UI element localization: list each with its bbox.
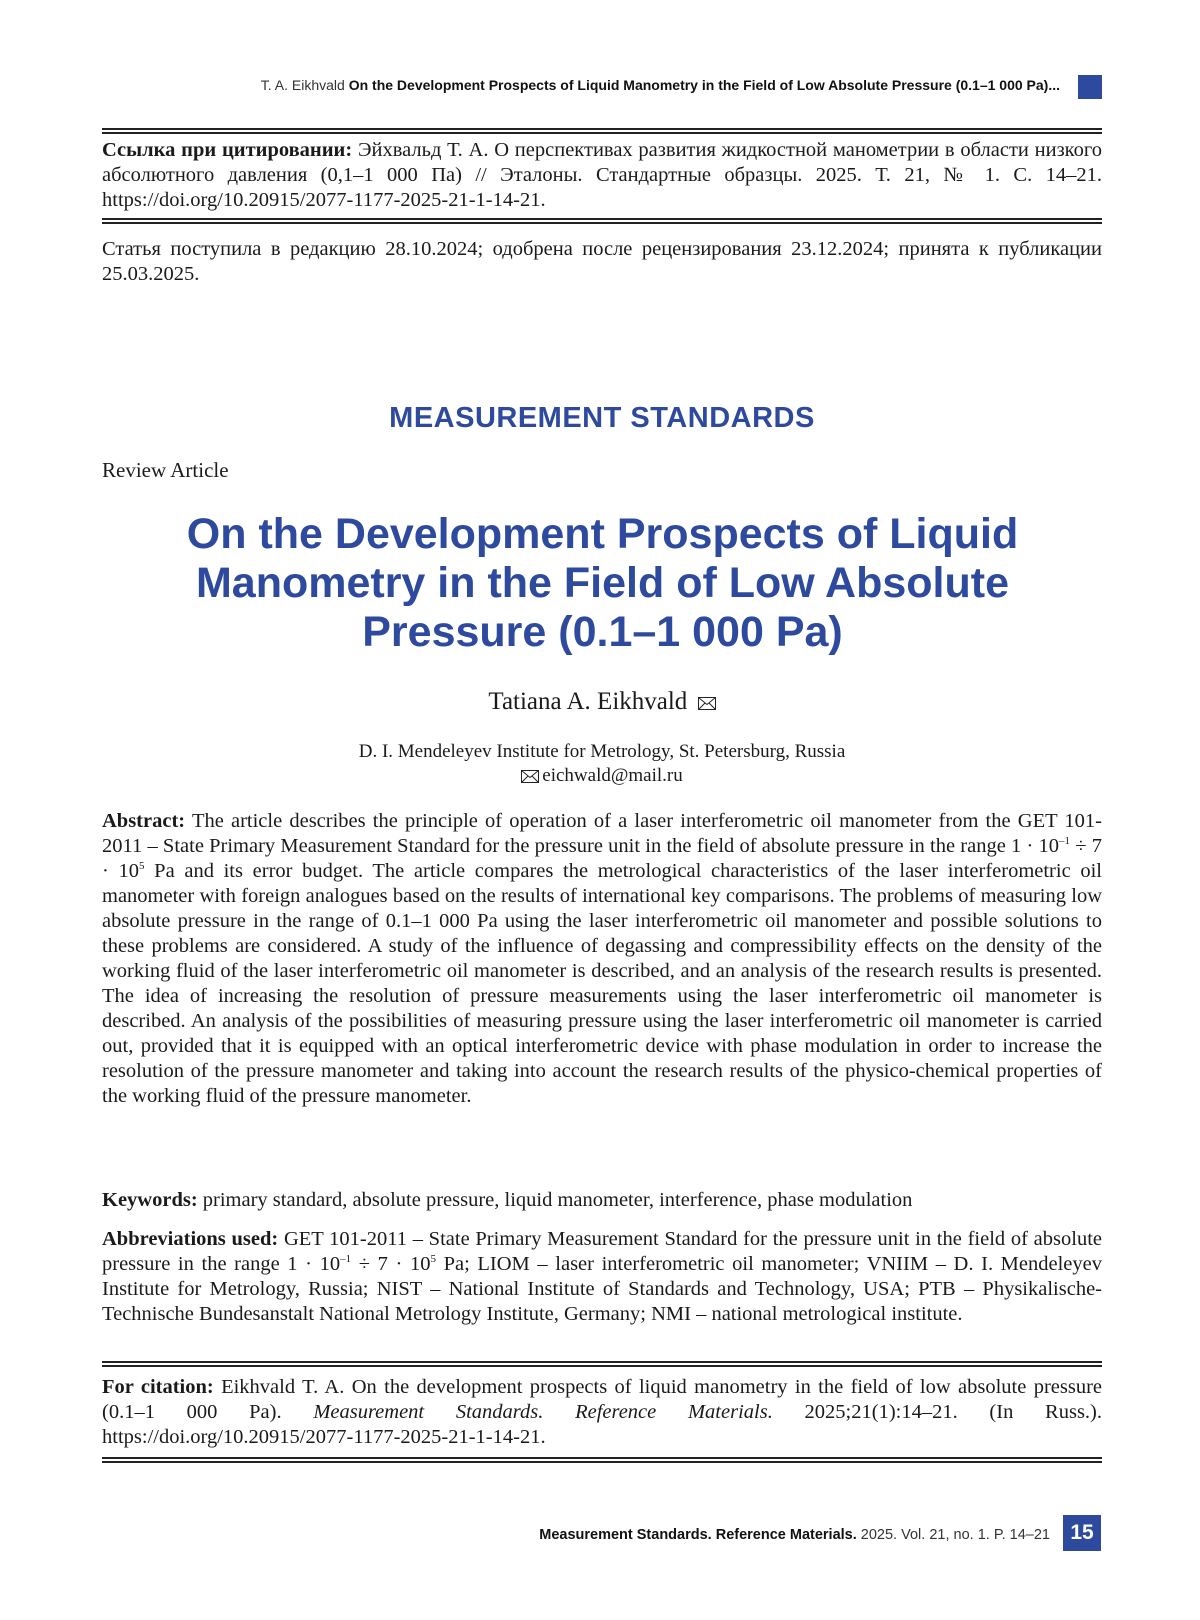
citation-en-label: For citation: bbox=[102, 1376, 214, 1398]
page-number: 15 bbox=[1063, 1515, 1101, 1551]
divider-bottom bbox=[102, 1457, 1102, 1463]
abstract-text: The article describes the principle of operation of a laser interferometric oil manometer from the GET 101-2011 – State Primary Measurement Standard for the pressure unit in the field of absolute pressure in the range 1 · 10 bbox=[102, 810, 1102, 857]
article-type: Review Article bbox=[102, 458, 229, 482]
abstract bbox=[102, 809, 1102, 1109]
abbreviations-text: GET 101-2011 – State Primary Measurement Standard for the pressure unit in the field of absolute pressure in the range 1 · 10 bbox=[102, 1228, 1102, 1275]
running-header bbox=[150, 77, 1060, 93]
abstract-text: ÷ 7 · 10 bbox=[102, 835, 1102, 882]
author-name: Tatiana A. Eikhvald bbox=[488, 688, 688, 715]
footer-journal: Measurement Standards. Reference Materials. bbox=[539, 1527, 857, 1543]
header-square-marker bbox=[1078, 75, 1102, 99]
divider-citation-en bbox=[102, 1361, 1102, 1367]
keywords-label: Keywords: bbox=[102, 1189, 198, 1211]
citation-en-journal: Measurement Standards. Reference Materials. bbox=[313, 1401, 773, 1423]
abstract-text: Pa and its error budget. The article compares the metrological characteristics of the laser interferometric oil manometer with foreign analogues based on the results of international key comparisons. The problems of measuring low absolute pressure in the range of 0.1–1 000 Pa using the laser interferometric oil manometer and possible solutions to these problems are considered. A study of the influence of degassing and compressibility effects on the density of the working fluid of the laser interferometric oil manometer is described, and an analysis of the research results is presented. The idea of increasing the resolution of pressure measurements using the laser interferometric oil manometer is described. An analysis of the possibilities of measuring pressure using the laser interferometric oil manometer is carried out, provided that it is equipped with an optical interferometric device with phase modulation in order to increase the resolution of the pressure manometer and taking into account the research results of the physico-chemical properties of the working fluid of the pressure manometer. bbox=[102, 860, 1102, 1107]
abbreviations-label: Abbreviations used: bbox=[102, 1228, 279, 1250]
abstract-exponent: –1 bbox=[1059, 835, 1071, 848]
citation-ru-label: Ссылка при цитировании: bbox=[102, 139, 353, 161]
citation-ru-text: Эйхвальд Т. А. О перспективах развития жидкостной манометрии в области низкого абсолютного давления (0,1–1 000 Па) // Эталоны. Стандартные образцы. 2025. Т. 21, № 1. С. 14–21. https://doi.org/10.20915/2077-1177-2025-21-1-14-21. bbox=[102, 139, 1103, 211]
abbreviations-exponent: 5 bbox=[430, 1253, 436, 1266]
envelope-icon bbox=[521, 770, 539, 783]
affiliation-block bbox=[102, 740, 1102, 788]
running-header-title: On the Development Prospects of Liquid Manometry in the Field of Low Absolute Pressure (0.1–1 000 Pa)... bbox=[348, 77, 1060, 93]
abbreviations-text: Pa; LIOM – laser interferometric oil manometer; VNIIM – D. I. Mendeleyev Institute for Metrology, Russia; NIST – National Institute of Standards and Technology, USA; PTB – Physikalische-Technische Bundesanstalt National Metrology Institute, Germany; NMI – national metrological institute. bbox=[102, 1253, 1103, 1325]
article-title: On the Development Prospects of Liquid Manometry in the Field of Low Absolute Pressure (0.1–1 000 Pa) bbox=[186, 510, 1019, 656]
divider-top bbox=[102, 128, 1102, 134]
footer-issue: 2025. Vol. 21, no. 1. P. 14–21 bbox=[860, 1527, 1050, 1543]
email-link[interactable]: eichwald@mail.ru bbox=[542, 765, 683, 786]
citation-en-text: Eikhvald T. A. On the development prospects of liquid manometry in the field of low absolute pressure (0.1–1 000 Pa). bbox=[102, 1376, 1103, 1423]
keywords-text: primary standard, absolute pressure, liquid manometer, interference, phase modulation bbox=[202, 1189, 913, 1211]
running-header-author: T. A. Eikhvald bbox=[260, 77, 345, 93]
abbreviations-text: ÷ 7 · 10 bbox=[351, 1253, 431, 1275]
affiliation: D. I. Mendeleyev Institute for Metrology, St. Petersburg, Russia bbox=[358, 741, 846, 762]
citation-ru bbox=[102, 138, 1102, 213]
citation-en-text: 2025;21(1):14–21. (In Russ.). https://doi.org/10.20915/2077-1177-2025-21-1-14-21. bbox=[102, 1401, 1103, 1448]
envelope-icon bbox=[698, 697, 716, 710]
abstract-label: Abstract: bbox=[102, 810, 186, 832]
abstract-exponent: 5 bbox=[139, 860, 145, 873]
citation-en bbox=[102, 1375, 1102, 1450]
abbreviations-exponent: –1 bbox=[340, 1253, 352, 1266]
author-line bbox=[102, 688, 1102, 716]
footer bbox=[150, 1527, 1050, 1543]
divider-citation bbox=[102, 218, 1102, 224]
received-info: Статья поступила в редакцию 28.10.2024; одобрена после рецензирования 23.12.2024; принята к публикации 25.03.2025. bbox=[102, 238, 1102, 285]
section-heading: MEASUREMENT STANDARDS bbox=[389, 402, 815, 434]
keywords bbox=[102, 1188, 1102, 1213]
abbreviations bbox=[102, 1227, 1102, 1327]
email-line bbox=[102, 764, 1102, 788]
